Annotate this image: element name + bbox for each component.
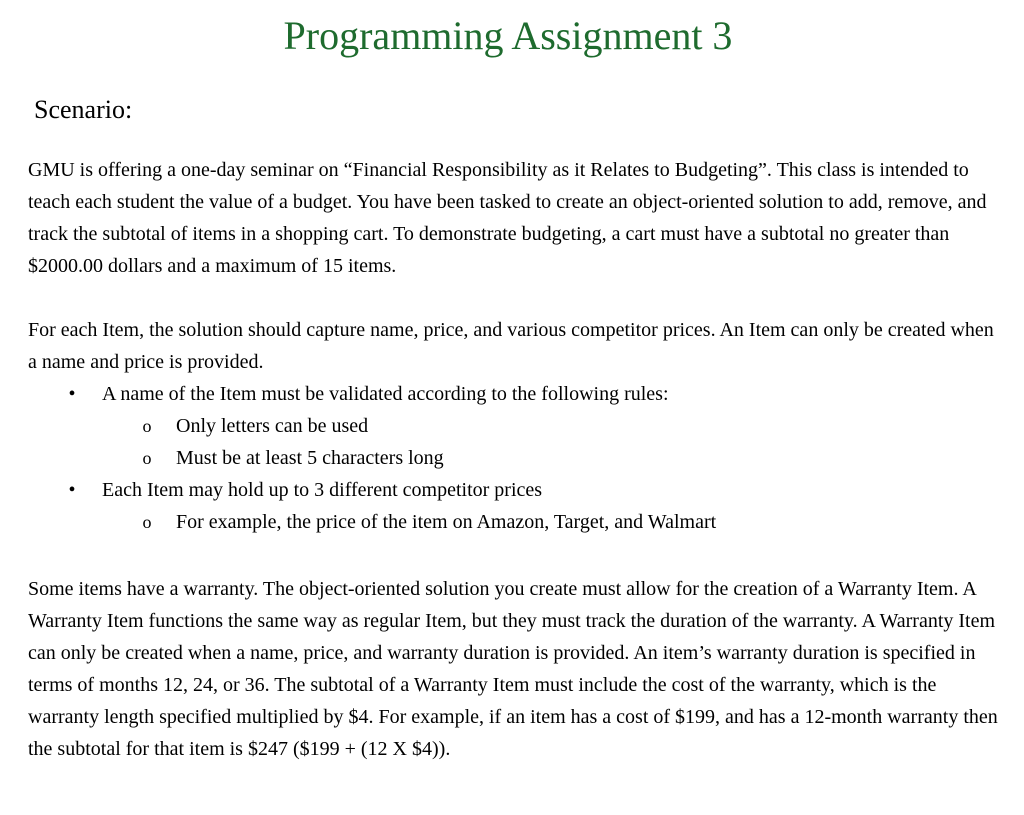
sublist-item-text: For example, the price of the item on Amazon, Target, and Walmart <box>176 511 717 533</box>
list-item-competitor-prices <box>0 474 1024 506</box>
circle-bullet-icon: o <box>142 416 152 436</box>
circle-bullet-icon: o <box>142 448 152 468</box>
page-title: Programming Assignment 3 <box>283 13 733 58</box>
list-item-text: Each Item may hold up to 3 different competitor prices <box>102 479 543 501</box>
scenario-heading: Scenario: <box>34 95 133 124</box>
bullet-icon: • <box>68 383 76 405</box>
circle-bullet-icon: o <box>142 512 152 532</box>
bullet-icon: • <box>68 479 76 501</box>
sublist-container <box>0 410 1024 474</box>
sublist-item-min-length <box>0 442 1024 474</box>
name-rules-sublist <box>0 410 1024 474</box>
sublist-item-text: Must be at least 5 characters long <box>176 447 444 469</box>
sublist-item-example <box>0 506 1024 538</box>
sublist-item-text: Only letters can be used <box>176 415 369 437</box>
paragraph-warranty: Some items have a warranty. The object-oriented solution you create must allow for the creation of a Warranty Item. A Warranty Item functions the same way as regular Item, but they must track the duration of the warranty. A Warranty Item can only be created when a name, price, and warranty duration is provided. An item’s warranty duration is specified in terms of months 12, 24, or 36. The subtotal of a Warranty Item must include the cost of the warranty, which is the warranty length specified multiplied by $4. For example, if an item has a cost of $199, and has a 12-month warranty then the subtotal for that item is $247 ($199 + (12 X $4)). <box>28 578 998 760</box>
competitor-sublist <box>0 506 1024 538</box>
sublist-item-letters-only <box>0 410 1024 442</box>
paragraph-seminar: GMU is offering a one-day seminar on “Financial Responsibility as it Relates to Budgeting”. This class is intended to teach each student the value of a budget. You have been tasked to create an object-oriented solution to add, remove, and track the subtotal of items in a shopping cart. To demonstrate budgeting, a cart must have a subtotal no greater than $2000.00 dollars and a maximum of 15 items. <box>28 159 987 277</box>
list-item-text: A name of the Item must be validated according to the following rules: <box>102 383 669 405</box>
sublist-container <box>0 506 1024 538</box>
list-item-name-validation <box>0 378 1024 410</box>
paragraph-item: For each Item, the solution should capture name, price, and various competitor prices. An Item can only be created when a name and price is provided. <box>28 319 994 373</box>
requirements-list <box>0 378 1024 538</box>
